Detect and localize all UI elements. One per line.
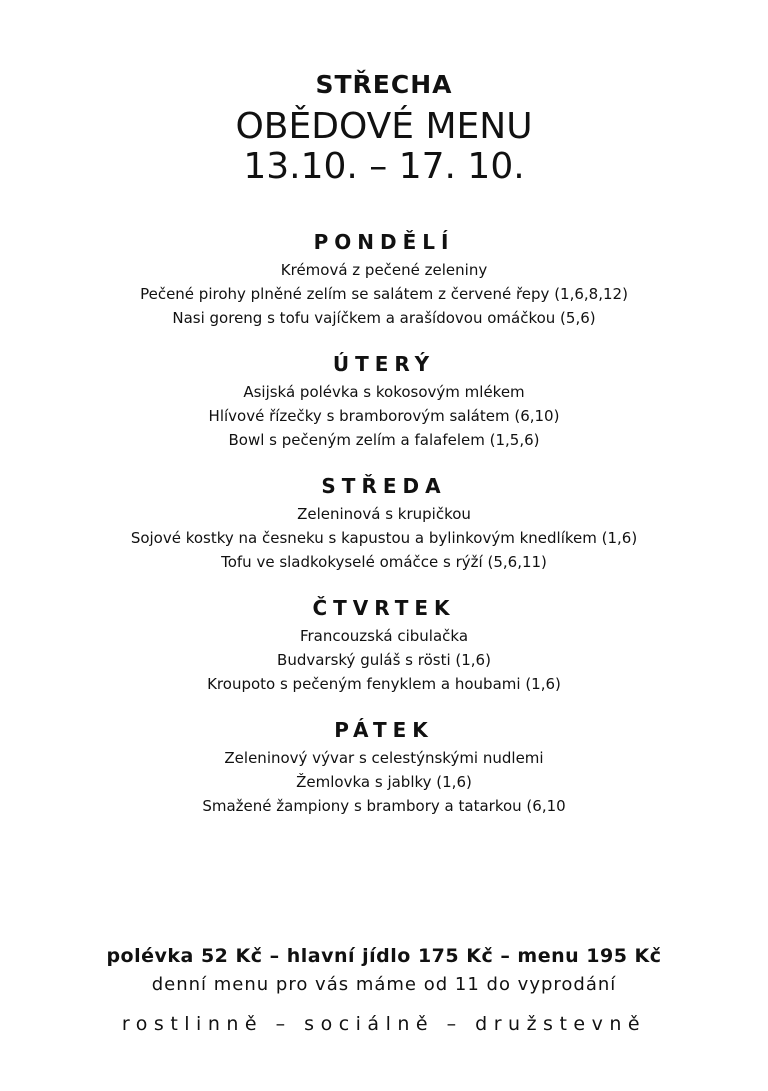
dish-soup: Zeleninový vývar s celestýnskými nudlemi [224, 749, 544, 767]
brand-name: STŘECHA [315, 70, 453, 99]
day-wednesday [0, 470, 768, 592]
day-name: ČTVRTEK [312, 596, 456, 620]
dish-main-2: Smažené žampiony s brambory a tatarkou (6,10 [202, 797, 566, 815]
slogan: rostlinně – sociálně – družstevně [121, 1013, 647, 1035]
day-name: ÚTERÝ [332, 352, 436, 376]
date-range: 13.10. – 17. 10. [243, 146, 525, 187]
weekly-menu [0, 226, 768, 836]
day-name: PONDĚLÍ [313, 230, 455, 254]
day-thursday [0, 592, 768, 714]
dish-main-1: Žemlovka s jablky (1,6) [296, 773, 472, 791]
dish-main-2: Bowl s pečeným zelím a falafelem (1,5,6) [228, 431, 540, 449]
dish-soup: Asijská polévka s kokosovým mlékem [243, 383, 525, 401]
day-tuesday [0, 348, 768, 470]
day-name: PÁTEK [334, 718, 434, 742]
dish-main-1: Sojové kostky na česneku s kapustou a bylinkovým knedlíkem (1,6) [130, 529, 638, 547]
dish-main-1: Budvarský guláš s rösti (1,6) [277, 651, 491, 669]
dish-soup: Krémová z pečené zeleniny [280, 261, 488, 279]
day-monday [0, 226, 768, 348]
dish-soup: Francouzská cibulačka [299, 627, 469, 645]
dish-main-2: Tofu ve sladkokyselé omáčce s rýží (5,6,11) [221, 553, 547, 571]
dish-main-1: Pečené pirohy plněné zelím se salátem z červené řepy (1,6,8,12) [140, 285, 628, 303]
dish-soup: Zeleninová s krupičkou [297, 505, 471, 523]
page-title: OBĚDOVÉ MENU [235, 106, 533, 147]
day-friday [0, 714, 768, 836]
availability-note: denní menu pro vás máme od 11 do vyprodání [151, 974, 617, 995]
dish-main-2: Nasi goreng s tofu vajíčkem a arašídovou omáčkou (5,6) [172, 309, 596, 327]
day-name: STŘEDA [321, 474, 447, 498]
dish-main-1: Hlívové řízečky s bramborovým salátem (6,10) [208, 407, 560, 425]
price-list: polévka 52 Kč – hlavní jídlo 175 Kč – menu 195 Kč [106, 945, 662, 967]
dish-main-2: Kroupoto s pečeným fenyklem a houbami (1,6) [207, 675, 561, 693]
